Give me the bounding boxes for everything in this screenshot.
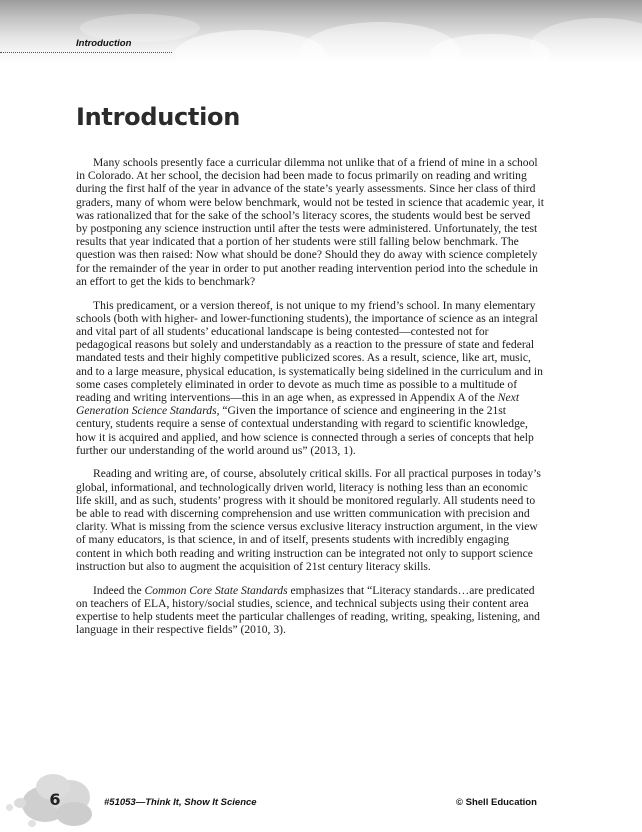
body-text — [76, 156, 544, 647]
footer-book-title: #51053—Think It, Show It Science — [104, 797, 257, 808]
ngss-title: Next Generation Science Standards — [76, 390, 520, 418]
footer-publisher: © Shell Education — [456, 797, 537, 808]
paragraph-2: This predicament, or a version thereof, is not unique to my friend’s school. In many elementary schools (both with higher- and lower-functioning students), the importance of science as an integral and vital part of all students’ educational landscape is being contested—contested not for pedagogical reasons but solely and understandably as a reaction to the pressure of state and federal mandated tests and their highly competitive publicized scores. As a result, science, like art, music, and to a large measure, physical education, is systematically being sidelined in the curriculum and in some cases completely eliminated in order to devote as much time as possible to a multitude of reading and writing interventions—this in an age when, as expressed in Appendix A of the Next Generation Science Standards, “Given the importance of science and engineering in the 21st century, students require a sense of contextual understanding with regard to scientific knowledge, how it is acquired and applied, and how science is connected through a series of concepts that help further our understanding of the world around us” (2013, 1). — [76, 298, 543, 457]
header-divider — [0, 52, 172, 53]
paragraph-3: Reading and writing are, of course, absolutely critical skills. For all practical purposes in today’s global, informational, and technologically driven world, literacy is nothing less than an economic life skill, and as such, students’ progress with it should be monitored regularly. All students need to be able to read with discerning comprehension and use written communication with precision and clarity. What is missing from the science versus exclusive literacy instruction argument, in the view of many educators, is that science, in and of itself, presents students with incredibly engaging content in which both reading and writing instruction can be integrated not only to support science instruction but also to augment the acquisition of 21st century literacy skills. — [76, 467, 541, 573]
ccss-title: Common Core State Standards — [144, 583, 288, 597]
page-title: Introduction — [76, 103, 240, 131]
paragraph-1: Many schools presently face a curricular dilemma not unlike that of a friend of mine in a school in Colorado. At her school, the decision had been made to focus primarily on reading and writing during the first half of the year in advance of the state’s yearly assessments. Since her class of third graders, many of whom were below benchmark, would not be tested in science that academic year, it was rationalized that for the sake of the school’s literacy scores, the students would best be served by postponing any science instruction until after the tests were administered. Unfortunately, the test results that year indicated that a portion of her students were still falling below benchmark. The question was then raised: Now what should be done? Should they do away with science completely for the remainder of the year in order to put another reading intervention period into the schedule in an effort to get the kids to benchmark? — [76, 156, 544, 288]
running-header: Introduction — [76, 38, 132, 49]
paragraph-4: Indeed the Common Core State Standards emphasizes that “Literacy standards…are predicated on teachers of ELA, history/social studies, science, and technical subjects using their content area expertise to help students meet the particular challenges of reading, writing, speaking, listening, and language in their respective fields” (2010, 3). — [76, 583, 540, 637]
page-number: 6 — [49, 790, 61, 809]
